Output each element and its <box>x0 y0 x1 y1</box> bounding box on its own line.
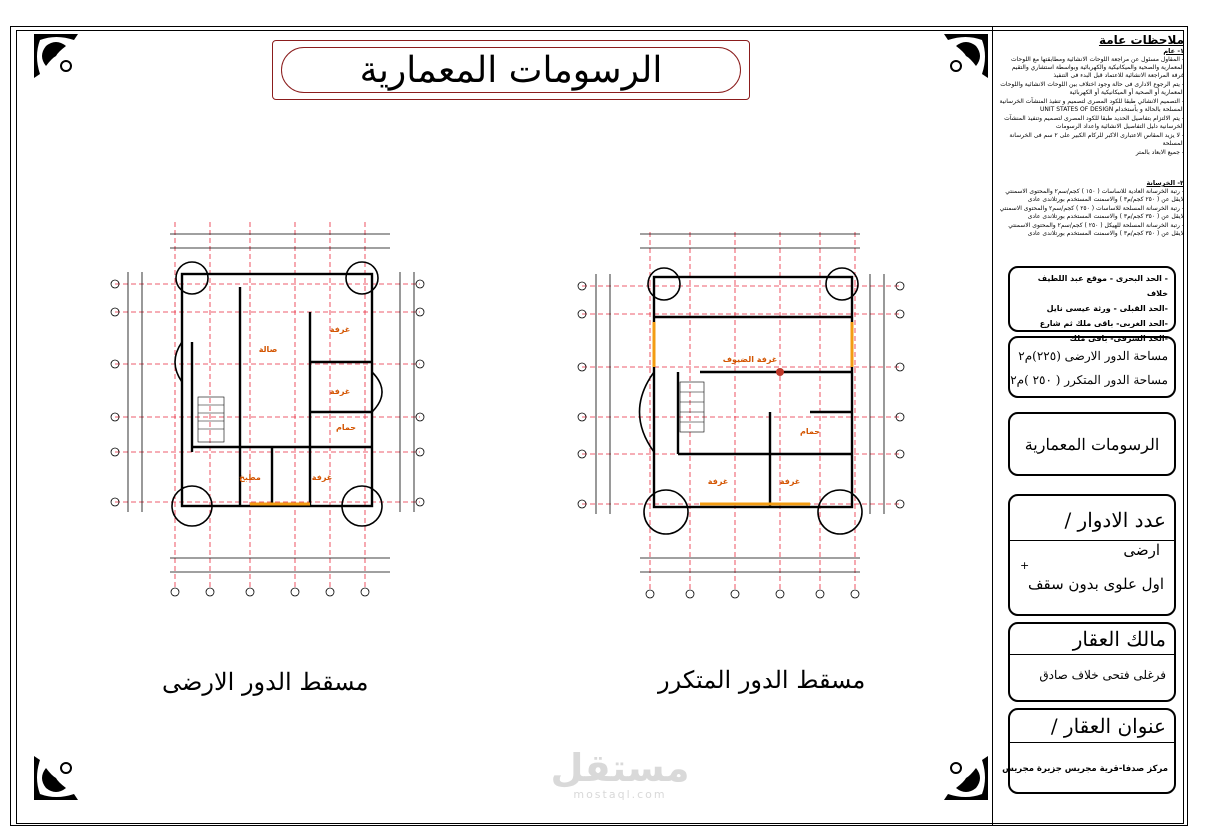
room-label: مطبخ <box>239 473 261 482</box>
drawing-title: الرسومات المعمارية <box>1024 434 1160 454</box>
floor-item: اول علوى بدون سقف <box>1027 575 1164 593</box>
concrete-heading: ٢- الخرسانة <box>1146 179 1184 187</box>
owner-box <box>1008 622 1176 702</box>
notes-title: ملاحظات عامة <box>1098 33 1184 47</box>
room-label: غرفة <box>707 477 729 486</box>
divider <box>1010 540 1174 541</box>
ornament-corner-icon <box>30 752 82 804</box>
ground-floor-plan <box>100 212 430 602</box>
general-note: - يتم الالتزام بتفاصيل الحديد طبقا للكود المصرى لتصميم وتنفيذ المنشآت الخرسانية دليل التفاصيل الانشائية واعداد الرسومات <box>1004 115 1184 130</box>
concrete-note: - رتبة الخرسانة المسلحة للاساسات ( ٢٥٠ ) كجم/سم٢ والمحتوى الاسمنتي لايقل عن ( ٣٥٠ كجم/م٣ ) والاسمنت المستخدم بورتلاندى عادى <box>999 205 1184 220</box>
sheet-title: الرسومات المعمارية <box>359 49 663 91</box>
room-label: حمام <box>336 423 356 432</box>
floor-item: + <box>1020 559 1030 572</box>
general-note: - يتم الرجوع الادارى فى حالة وجود اختلاف بين اللوحات الانشائية واللوحات المعمارية أو الصحية أو الميكانيكية أو الكهربائية <box>1000 81 1184 96</box>
watermark-url: mostaql.com <box>573 788 667 801</box>
boundary-line: -الحد الغربى- باقى ملك ثم شارع <box>1039 319 1168 328</box>
general-notes <box>998 33 1184 239</box>
general-note: - لا يزيد المقاس الاعتبارى الاكبر للركام الكبير على ٢ سم فى الخرسانة المسلحة <box>1009 132 1184 147</box>
drawing-title-box <box>1008 412 1176 476</box>
floor-item: ارضى <box>1123 541 1160 559</box>
room-label: غرفة <box>311 473 333 482</box>
area-line: مساحة الدور الارضى (٢٢٥)م٢ <box>1018 349 1168 363</box>
address-text: مركز صدفا-قرية مجريس جزيرة مجريس <box>1002 764 1168 774</box>
floors-heading: عدد الادوار / <box>1064 508 1166 532</box>
repeated-floor-plan <box>570 222 910 602</box>
room-label: غرفة <box>329 387 351 396</box>
floors-box <box>1008 494 1176 616</box>
room-label: حمام <box>800 427 820 436</box>
room-label: غرفة <box>779 477 801 486</box>
ornament-corner-icon <box>940 30 992 82</box>
owner-heading: مالك العقار <box>1072 627 1166 651</box>
general-note: - المقاول مسئول عن مراجعة اللوحات الانشائية ومطابقتها مع اللوحات المعمارية والصحية والميكانيكية والكهربائية وبواسطة استشاري والتقيم غرفة المراجعة الانشائية للاعتماد قبل البدء فى التنفيذ <box>1011 56 1184 79</box>
room-label: غرفة <box>329 325 351 334</box>
address-heading: عنوان العقار / <box>1050 714 1166 738</box>
watermark-text: مستقل <box>550 746 690 790</box>
owner-name: فرغلى فتحى خلاف صادق <box>1039 668 1166 682</box>
watermark <box>540 748 700 801</box>
boundary-line: -الحد القبلى - ورثة عيسى نايل <box>1046 304 1168 313</box>
address-box <box>1002 708 1176 794</box>
area-line: مساحة الدور المتكرر ( ٢٥٠ )م٢ <box>1010 373 1168 387</box>
general-note: - التصميم الانشائي طبقا للكود المصرى لتصميم و تنفيذ المنشآت الخرسانية المسلحة بالحالة و بأستخدام UNIT STATES OF DESIGN <box>999 98 1184 113</box>
ground-floor-label: مسقط الدور الارضى <box>162 668 369 696</box>
areas-box <box>1008 336 1176 398</box>
general-note: - جميع الابعاد بالمتر <box>1135 149 1184 156</box>
sheet-title-cartouche <box>272 40 750 100</box>
ornament-corner-icon <box>30 30 82 82</box>
concrete-note: - رتبة الخرسانة العادية للاساسات ( ١٥٠ ) كجم/سم٢ والمحتوى الاسمنتي لايقل عن ( ٢٥٠ كجم/م٣ ) والاسمنت المستخدم بورتلاندى عادى <box>1005 188 1184 203</box>
concrete-note: - رتبة الخرسانة المسلحة للهيكل ( ٢٥٠ ) كجم/سم٢ والمحتوى الاسمنتي لايقل عن ( ٣٥٠ كجم/م٣ ) والاسمنت المستخدم بورتلاندى عادى <box>1008 222 1184 237</box>
boundary-line: - الحد البحرى - موقع عبد اللطيف خلاف <box>1037 274 1168 298</box>
ornament-corner-icon <box>940 752 992 804</box>
divider <box>1010 742 1174 743</box>
repeated-floor-label: مسقط الدور المتكرر <box>658 666 866 694</box>
general-heading: ١- عام <box>1163 47 1184 55</box>
boundary-line: -الحد الشرقى- باقى ملك <box>1069 334 1168 343</box>
room-label: صالة <box>258 345 278 354</box>
room-label: غرفة الضيوف <box>722 355 778 364</box>
divider <box>1010 654 1174 655</box>
boundaries-box <box>1008 266 1176 343</box>
